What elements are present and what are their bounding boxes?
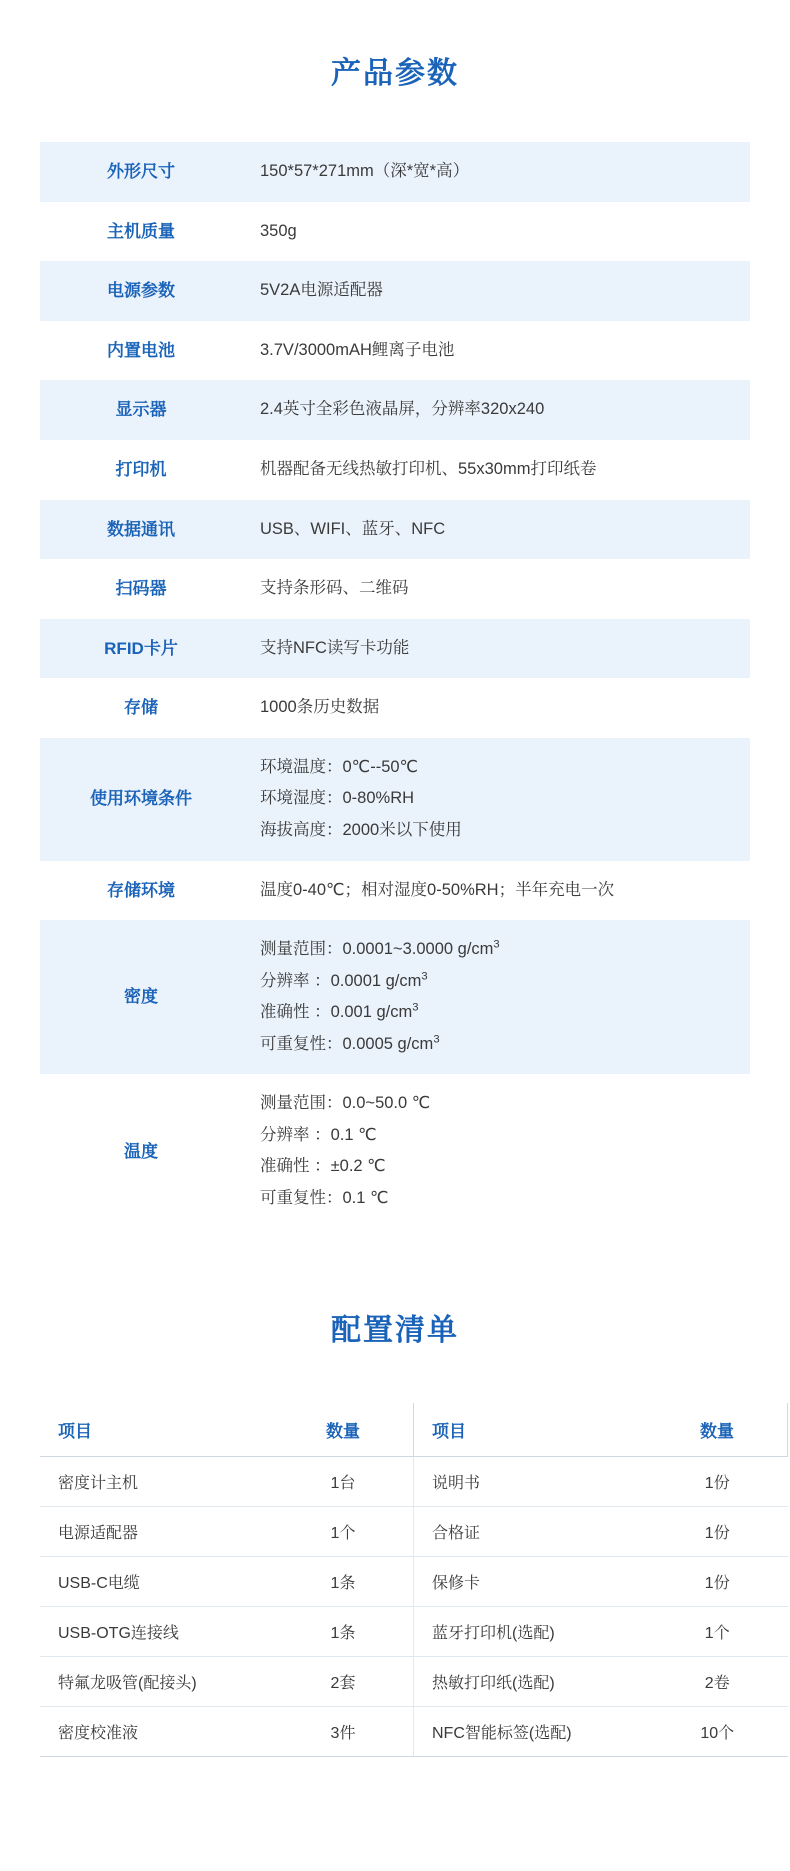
spec-label: 打印机 — [40, 440, 242, 500]
column-header-item-1: 项目 — [40, 1403, 273, 1457]
config-qty-cell: 2套 — [273, 1656, 414, 1706]
spec-value — [242, 678, 750, 738]
spec-value — [242, 440, 750, 500]
config-section-title: 配置清单 — [331, 1313, 459, 1347]
config-item-cell: 蓝牙打印机(选配) — [414, 1606, 648, 1656]
config-item-cell: 电源适配器 — [40, 1506, 273, 1556]
config-item-cell: 说明书 — [414, 1456, 648, 1506]
spec-row — [40, 142, 750, 202]
spec-value-line: 分辨率 ：0.0001 $g/cm^3$ — [260, 970, 428, 990]
spec-value-line: 350g — [260, 221, 297, 240]
column-header-qty-1: 数量 — [273, 1403, 414, 1457]
spec-value-line: 支持条形码、二维码 — [260, 579, 409, 598]
config-qty-cell: 1份 — [647, 1456, 788, 1506]
spec-label: 扫码器 — [40, 559, 242, 619]
table-row — [40, 1506, 788, 1556]
config-item-cell: 热敏打印纸(选配) — [414, 1656, 648, 1706]
spec-row — [40, 202, 750, 262]
table-header-row — [40, 1403, 788, 1457]
specs-section-title: 产品参数 — [331, 57, 459, 91]
spec-label: 外形尺寸 — [40, 142, 242, 202]
spec-row — [40, 261, 750, 321]
spec-row — [40, 380, 750, 440]
spec-value — [242, 738, 750, 861]
product-spec-page — [0, 20, 790, 1797]
spec-label: 电源参数 — [40, 261, 242, 321]
spec-value-line: 环境湿度：0-80%RH — [260, 789, 415, 808]
config-item-cell: 密度计主机 — [40, 1456, 273, 1506]
spec-value — [242, 559, 750, 619]
config-item-cell: 特氟龙吸管(配接头) — [40, 1656, 273, 1706]
spec-value — [242, 380, 750, 440]
spec-value-line: 海拔高度：2000米以下使用 — [260, 820, 462, 839]
specifications-table — [40, 142, 750, 1228]
config-item-cell: NFC智能标签(选配) — [414, 1706, 648, 1756]
spec-row — [40, 321, 750, 381]
spec-label: 存储环境 — [40, 861, 242, 921]
spec-value — [242, 261, 750, 321]
spec-label: 主机质量 — [40, 202, 242, 262]
config-qty-cell: 2卷 — [647, 1656, 788, 1706]
config-list-wrapper — [40, 1403, 750, 1757]
spec-row — [40, 738, 750, 861]
spec-value — [242, 1074, 750, 1228]
spec-value — [242, 920, 750, 1074]
config-qty-cell: 1份 — [647, 1556, 788, 1606]
config-item-cell: 合格证 — [414, 1506, 648, 1556]
spec-value — [242, 142, 750, 202]
spec-value-line: 3.7V/3000mAH鲤离子电池 — [260, 340, 455, 359]
spec-value-line: 机器配备无线热敏打印机、55x30mm打印纸卷 — [260, 460, 597, 478]
spec-value-line: 150*57*271mm（深*宽*高） — [260, 162, 470, 181]
spec-label: 使用环境条件 — [40, 738, 242, 861]
spec-value — [242, 861, 750, 921]
spec-value-line: 准确性 ：0.001 $g/cm^3$ — [260, 1001, 419, 1022]
config-qty-cell: 1条 — [273, 1606, 414, 1656]
config-qty-cell: 1条 — [273, 1556, 414, 1606]
config-qty-cell: 10个 — [647, 1706, 788, 1756]
spec-value-line: 准确性 ：±0.2 ℃ — [260, 1157, 386, 1176]
configuration-table — [40, 1403, 788, 1757]
config-item-cell: 密度校准液 — [40, 1706, 273, 1756]
spec-row — [40, 559, 750, 619]
config-qty-cell: 1个 — [647, 1606, 788, 1656]
spec-label: 内置电池 — [40, 321, 242, 381]
spec-value-line: 环境温度：0℃--50℃ — [260, 757, 419, 776]
config-item-cell: 保修卡 — [414, 1556, 648, 1606]
spec-value — [242, 321, 750, 381]
config-qty-cell: 1份 — [647, 1506, 788, 1556]
spec-value — [242, 500, 750, 560]
spec-value-line: USB、WIFI、蓝牙、NFC — [260, 519, 446, 538]
spec-value-line: 可重复性：0.1 ℃ — [260, 1189, 389, 1207]
spec-value-line: 可重复性：0.0005 $g/cm^3$ — [260, 1033, 440, 1053]
spec-label: 数据通讯 — [40, 500, 242, 560]
spec-row — [40, 619, 750, 679]
table-row — [40, 1606, 788, 1656]
table-row — [40, 1706, 788, 1756]
spec-row — [40, 920, 750, 1074]
spec-value — [242, 619, 750, 679]
spec-value-line: 测量范围：0.0~50.0 ℃ — [260, 1094, 431, 1113]
table-row — [40, 1656, 788, 1706]
column-header-qty-2: 数量 — [647, 1403, 788, 1457]
spec-value — [242, 202, 750, 262]
spec-value-line: 分辨率 ：0.1 ℃ — [260, 1125, 377, 1144]
spec-row — [40, 440, 750, 500]
config-qty-cell: 1个 — [273, 1506, 414, 1556]
spec-value-line: 2.4英寸全彩色液晶屏，分辨率320x240 — [260, 400, 545, 419]
spec-value-line: 温度0-40℃；相对湿度0-50%RH；半年充电一次 — [260, 880, 615, 899]
spec-value-line: 支持NFC读写卡功能 — [260, 638, 410, 657]
config-qty-cell: 1台 — [273, 1456, 414, 1506]
spec-label: 显示器 — [40, 380, 242, 440]
spec-label: RFID卡片 — [40, 619, 242, 679]
spec-row — [40, 678, 750, 738]
spec-row — [40, 1074, 750, 1228]
spec-label: 温度 — [40, 1074, 242, 1228]
spec-value-line: 5V2A电源适配器 — [260, 281, 383, 300]
spec-label: 存储 — [40, 678, 242, 738]
spec-row — [40, 861, 750, 921]
spec-value-line: 1000条历史数据 — [260, 698, 380, 717]
column-header-item-2: 项目 — [414, 1403, 648, 1457]
config-item-cell: USB-OTG连接线 — [40, 1606, 273, 1656]
spec-row — [40, 500, 750, 560]
config-item-cell: USB-C电缆 — [40, 1556, 273, 1606]
table-row — [40, 1456, 788, 1506]
spec-value-line: 测量范围：0.0001~3.0000 $g/cm^3$ — [260, 938, 500, 959]
spec-label: 密度 — [40, 920, 242, 1074]
config-qty-cell: 3件 — [273, 1706, 414, 1756]
table-row — [40, 1556, 788, 1606]
